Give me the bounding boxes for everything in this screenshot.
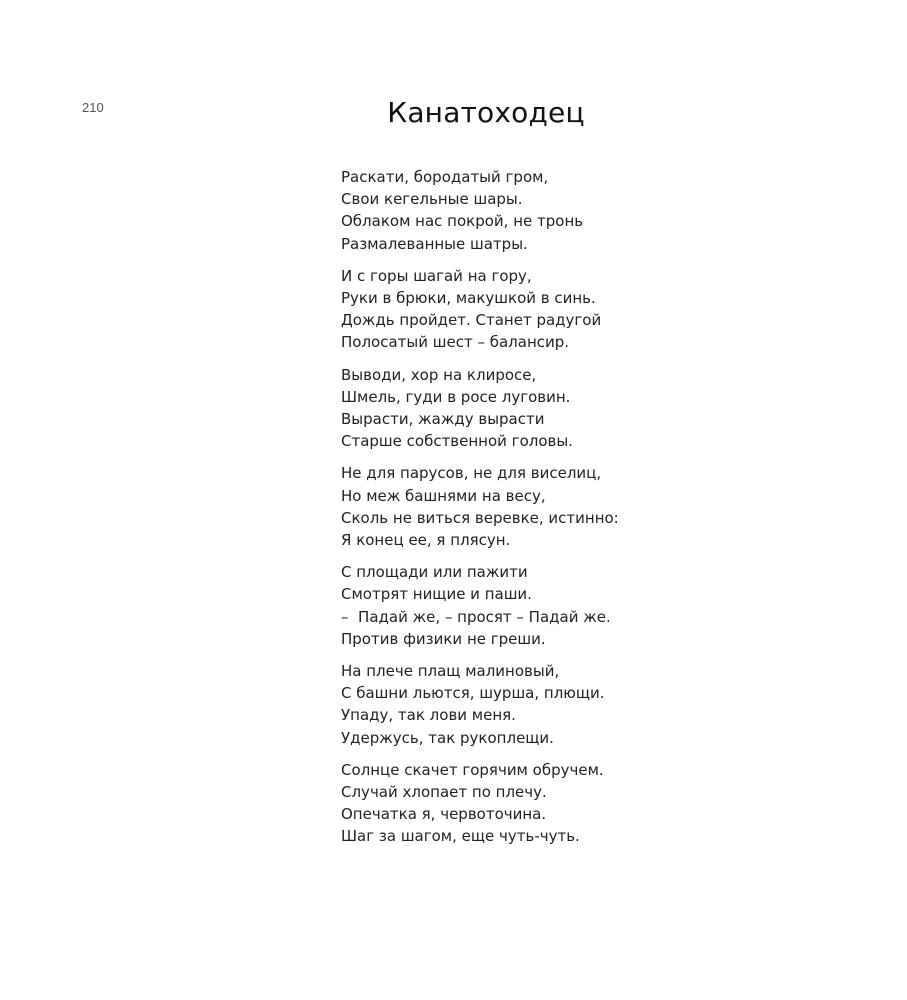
poem-line: Шаг за шагом, еще чуть-чуть.: [341, 827, 580, 846]
poem-line: Солнце скачет горячим обручем.: [341, 760, 604, 779]
poem-line: Полосатый шест – балансир.: [341, 333, 570, 352]
poem-line: Вырасти, жажду вырасти: [341, 410, 545, 429]
stanza: [341, 660, 619, 749]
page-number: 210: [82, 100, 104, 115]
stanza: [341, 759, 619, 848]
poem-line: Старше собственной головы.: [341, 432, 573, 451]
poem-line: – Падай же, – просят – Падай же.: [341, 607, 611, 626]
poem-line: Размалеванные шатры.: [341, 234, 528, 253]
poem-line: Дождь пройдет. Станет радугой: [341, 311, 602, 330]
poem-body: [341, 166, 619, 858]
stanza: [341, 561, 619, 650]
poem-line: Я конец ее, я плясун.: [341, 531, 511, 550]
poem-line: Выводи, хор на клиросе,: [341, 365, 537, 384]
poem-line: С башни льются, шурша, плющи.: [341, 684, 605, 703]
poem-line: Сколь не виться веревке, истинно:: [341, 508, 619, 527]
poem-line: Удержусь, так рукоплещи.: [341, 728, 554, 747]
stanza: [341, 166, 619, 255]
stanza: [341, 364, 619, 453]
poem-line: Руки в брюки, макушкой в синь.: [341, 289, 596, 308]
poem-line: Случай хлопает по плечу.: [341, 783, 547, 802]
poem-line: Облаком нас покрой, не тронь: [341, 212, 584, 231]
poem-line: Смотрят нищие и паши.: [341, 585, 532, 604]
poem-line: Раскати, бородатый гром,: [341, 168, 549, 186]
poem-line: Опечатка я, червоточина.: [341, 805, 547, 824]
poem-line: Упаду, так лови меня.: [341, 706, 516, 725]
stanza: [341, 265, 619, 354]
poem-line: И с горы шагай на гору,: [341, 266, 532, 285]
poem-line: На плече плащ малиновый,: [341, 662, 560, 681]
poem-line: Свои кегельные шары.: [341, 190, 523, 209]
poem-line: Не для парусов, не для виселиц,: [341, 464, 602, 483]
stanza: [341, 462, 619, 551]
poem-line: Но меж башнями на весу,: [341, 486, 546, 505]
poem-title: Канатоходец: [387, 96, 585, 129]
poem-line: Шмель, гуди в росе луговин.: [341, 387, 571, 406]
poem-line: Против физики не греши.: [341, 629, 546, 648]
poem-line: С площади или пажити: [341, 563, 528, 582]
